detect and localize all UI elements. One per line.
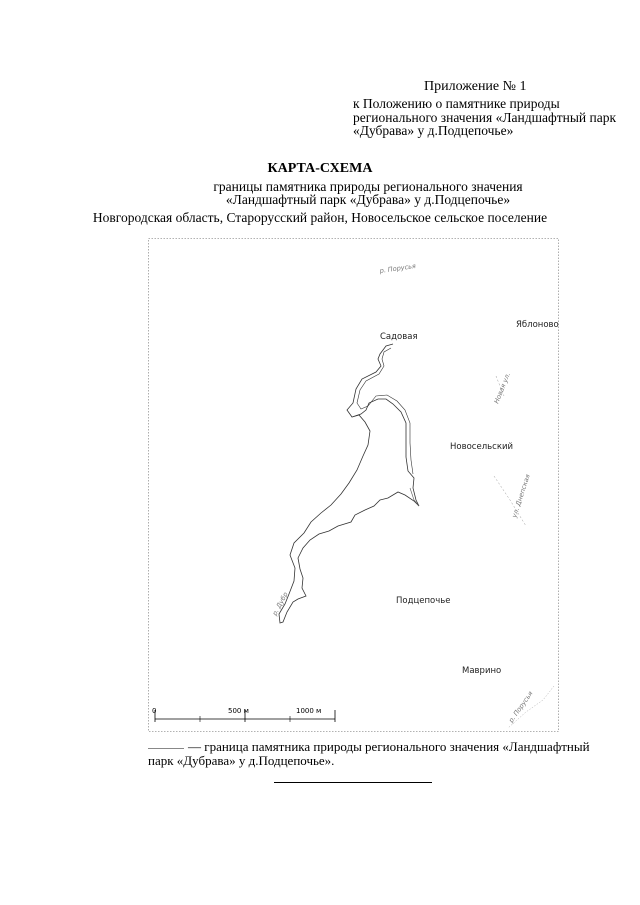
appendix-reference: к Положению о памятнике природы регионального значения «Ландшафтный парк «Дубрава» у д.Подцепочье» <box>353 96 617 138</box>
scale-bar <box>152 707 335 722</box>
street-2: ул. Днепская <box>510 473 532 519</box>
map-title: КАРТА-СХЕМА <box>267 161 373 176</box>
footer-separator <box>274 782 432 783</box>
river-label-top: р. Порусья <box>379 261 417 275</box>
place-yablonovo: Яблоново <box>516 320 559 330</box>
scale-end: 1000 м <box>296 707 322 715</box>
reserve-boundary <box>279 344 419 623</box>
legend-text: — граница памятника природы регионального значения «Ландшафтный парк «Дубрава» у д.Подцепочье». <box>148 739 590 768</box>
place-mavrino: Маврино <box>462 666 502 676</box>
appendix-title: Приложение № 1 <box>424 79 527 94</box>
scale-mid: 500 м <box>228 707 249 715</box>
river-label-right: р. Порусья <box>507 689 535 725</box>
scale-zero: 0 <box>152 707 157 715</box>
river-label-left: р. Дубр <box>270 590 290 617</box>
place-sadovaya: Садовая <box>380 332 418 342</box>
reserve-boundary-inner <box>357 348 413 474</box>
map-border <box>149 239 559 732</box>
street-novaya: Новая ул. <box>492 371 513 405</box>
map-subtitle: границы памятника природы регионального значения «Ландшафтный парк «Дубрава» у д.Подцепочье» <box>213 179 523 207</box>
legend <box>148 740 598 768</box>
place-novoselsky: Новосельский <box>450 442 514 452</box>
legend-line-sample <box>148 748 184 749</box>
map-frame <box>148 238 559 732</box>
map-location: Новгородская область, Старорусский район, Новосельское сельское поселение <box>92 210 548 225</box>
place-podtsepochye: Подцепочье <box>396 596 451 606</box>
